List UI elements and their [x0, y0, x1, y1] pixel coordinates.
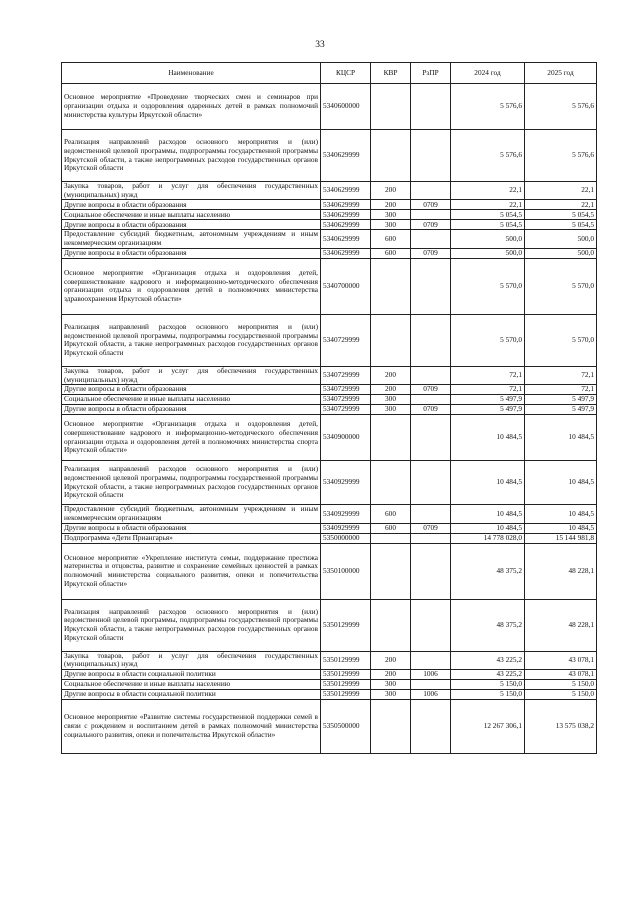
row-rzpr: 0709	[411, 220, 451, 230]
row-kvr	[371, 130, 411, 182]
row-rzpr	[411, 533, 451, 543]
row-rzpr	[411, 651, 451, 669]
row-name: Социальное обеспечение и иные выплаты населению	[62, 210, 321, 220]
row-kcsr: 5340629999	[321, 130, 371, 182]
row-value-2024: 10 484,5	[451, 505, 525, 523]
row-kcsr: 5350129999	[321, 599, 371, 651]
row-value-2024: 500,0	[451, 248, 525, 258]
page-number: 33	[315, 40, 325, 50]
row-name: Подпрограмма «Дети Приангарья»	[62, 533, 321, 543]
row-rzpr	[411, 395, 451, 405]
table-row	[62, 200, 597, 210]
row-value-2025: 5 570,0	[525, 258, 597, 314]
row-value-2025: 500,0	[525, 230, 597, 248]
row-name: Социальное обеспечение и иные выплаты населению	[62, 395, 321, 405]
row-kcsr: 5350129999	[321, 690, 371, 700]
row-kcsr: 5340729999	[321, 395, 371, 405]
row-rzpr: 1006	[411, 690, 451, 700]
row-value-2024: 5 576,6	[451, 130, 525, 182]
row-kvr	[371, 415, 411, 461]
row-rzpr	[411, 543, 451, 599]
table-row	[62, 314, 597, 366]
row-kvr: 300	[371, 405, 411, 415]
table-row	[62, 210, 597, 220]
row-kvr: 300	[371, 220, 411, 230]
table-row	[62, 395, 597, 405]
row-value-2024: 43 225,2	[451, 651, 525, 669]
row-name: Другие вопросы в области образования	[62, 200, 321, 210]
row-value-2025: 5 576,6	[525, 130, 597, 182]
row-name: Закупка товаров, работ и услуг для обеспечения государственных (муниципальных) нужд	[62, 366, 321, 384]
row-name: Закупка товаров, работ и услуг для обеспечения государственных (муниципальных) нужд	[62, 182, 321, 200]
row-value-2025: 13 575 038,2	[525, 700, 597, 754]
row-kvr: 200	[371, 651, 411, 669]
row-name: Другие вопросы в области образования	[62, 385, 321, 395]
row-name: Основное мероприятие «Развитие системы государственной поддержки семей в связи с рождением и воспитанием детей в рамках полномочий министерства социального развития, опеки и попечительства Иркутской области»	[62, 700, 321, 754]
row-kcsr: 5350129999	[321, 670, 371, 680]
table-row	[62, 523, 597, 533]
header-name: Наименование	[62, 63, 321, 84]
row-name: Реализация направлений расходов основного мероприятия и (или) ведомственной целевой программы, подпрограммы государственной программы Иркутской области, а также непрограммных расходов государственных органов Иркутской области	[62, 461, 321, 505]
row-value-2024: 12 267 306,1	[451, 700, 525, 754]
row-value-2024: 10 484,5	[451, 523, 525, 533]
header-2025: 2025 год	[525, 63, 597, 84]
row-value-2024: 72,1	[451, 366, 525, 384]
row-name: Другие вопросы в области образования	[62, 523, 321, 533]
table-row	[62, 670, 597, 680]
row-name: Другие вопросы в области социальной политики	[62, 670, 321, 680]
row-rzpr: 0709	[411, 405, 451, 415]
row-value-2024: 22,1	[451, 182, 525, 200]
row-rzpr	[411, 700, 451, 754]
row-kvr	[371, 461, 411, 505]
row-value-2025: 5 570,0	[525, 314, 597, 366]
row-value-2024: 48 375,2	[451, 599, 525, 651]
row-rzpr	[411, 461, 451, 505]
row-kvr: 600	[371, 248, 411, 258]
row-rzpr	[411, 130, 451, 182]
row-value-2025: 5 150,0	[525, 680, 597, 690]
row-name: Основное мероприятие «Проведение творческих смен и семинаров при организации отдыха и оздоровления одаренных детей в рамках полномочий министерства культуры Иркутской области»	[62, 84, 321, 130]
row-value-2025: 10 484,5	[525, 415, 597, 461]
row-kcsr: 5340629999	[321, 220, 371, 230]
row-value-2024: 48 375,2	[451, 543, 525, 599]
table-row	[62, 405, 597, 415]
row-name: Реализация направлений расходов основного мероприятия и (или) ведомственной целевой программы, подпрограммы государственной программы Иркутской области, а также непрограммных расходов государственных органов Иркутской области	[62, 130, 321, 182]
row-value-2024: 500,0	[451, 230, 525, 248]
row-value-2025: 5 054,5	[525, 210, 597, 220]
row-name: Закупка товаров, работ и услуг для обеспечения государственных (муниципальных) нужд	[62, 651, 321, 669]
row-kvr	[371, 533, 411, 543]
row-rzpr: 1006	[411, 670, 451, 680]
row-rzpr	[411, 314, 451, 366]
row-name: Реализация направлений расходов основного мероприятия и (или) ведомственной целевой программы, подпрограммы государственной программы Иркутской области, а также непрограммных расходов государственных органов Иркутской области	[62, 599, 321, 651]
row-kvr: 200	[371, 182, 411, 200]
header-2024: 2024 год	[451, 63, 525, 84]
table-row	[62, 505, 597, 523]
header-kvr: КВР	[371, 63, 411, 84]
row-kcsr: 5340729999	[321, 385, 371, 395]
row-value-2025: 48 228,1	[525, 599, 597, 651]
row-value-2025: 10 484,5	[525, 523, 597, 533]
row-value-2025: 72,1	[525, 385, 597, 395]
row-kcsr: 5340629999	[321, 200, 371, 210]
table-row	[62, 700, 597, 754]
row-value-2025: 5 054,5	[525, 220, 597, 230]
table-row	[62, 533, 597, 543]
row-name: Основное мероприятие «Организация отдыха и оздоровления детей, совершенствование кадрового и информационно-методического обеспечения организации отдыха и оздоровления детей в полномочиях министерства здравоохранения Иркутской области»	[62, 258, 321, 314]
row-kvr	[371, 543, 411, 599]
row-kvr: 600	[371, 230, 411, 248]
row-value-2025: 22,1	[525, 200, 597, 210]
row-kvr: 200	[371, 200, 411, 210]
row-rzpr: 0709	[411, 200, 451, 210]
row-kvr: 300	[371, 680, 411, 690]
row-kvr: 600	[371, 505, 411, 523]
row-kcsr: 5340929999	[321, 505, 371, 523]
row-rzpr	[411, 366, 451, 384]
row-value-2025: 5 497,9	[525, 405, 597, 415]
row-rzpr: 0709	[411, 385, 451, 395]
row-kvr	[371, 84, 411, 130]
row-value-2025: 500,0	[525, 248, 597, 258]
table-row	[62, 84, 597, 130]
table-row	[62, 385, 597, 395]
row-kvr: 300	[371, 395, 411, 405]
row-rzpr	[411, 84, 451, 130]
row-value-2025: 5 497,9	[525, 395, 597, 405]
table-row	[62, 690, 597, 700]
row-kcsr: 5340729999	[321, 314, 371, 366]
table-row	[62, 230, 597, 248]
row-value-2024: 22,1	[451, 200, 525, 210]
row-kcsr: 5340900000	[321, 415, 371, 461]
row-value-2024: 5 570,0	[451, 258, 525, 314]
row-value-2024: 14 778 028,0	[451, 533, 525, 543]
row-value-2025: 43 078,1	[525, 651, 597, 669]
row-value-2024: 5 576,6	[451, 84, 525, 130]
row-name: Основное мероприятие «Организация отдыха и оздоровления детей, совершенствование кадрового и информационно-методического обеспечения организации отдыха и оздоровления детей в полномочиях министерства спорта Иркутской области»	[62, 415, 321, 461]
row-rzpr	[411, 230, 451, 248]
row-kcsr: 5340929999	[321, 461, 371, 505]
row-value-2024: 5 150,0	[451, 680, 525, 690]
row-value-2025: 10 484,5	[525, 505, 597, 523]
row-kvr	[371, 700, 411, 754]
table-row	[62, 599, 597, 651]
row-name: Социальное обеспечение и иные выплаты населению	[62, 680, 321, 690]
row-kvr	[371, 314, 411, 366]
table-row	[62, 461, 597, 505]
row-kcsr: 5350129999	[321, 651, 371, 669]
row-value-2024: 10 484,5	[451, 461, 525, 505]
row-kcsr: 5340729999	[321, 366, 371, 384]
budget-table	[61, 62, 597, 754]
table-body	[62, 84, 597, 754]
row-name: Другие вопросы в области социальной политики	[62, 690, 321, 700]
row-value-2024: 5 054,5	[451, 210, 525, 220]
row-rzpr: 0709	[411, 523, 451, 533]
row-value-2024: 72,1	[451, 385, 525, 395]
row-name: Предоставление субсидий бюджетным, автономным учреждениям и иным некоммерческим организациям	[62, 230, 321, 248]
table-row	[62, 680, 597, 690]
row-value-2024: 5 570,0	[451, 314, 525, 366]
row-kcsr: 5350000000	[321, 533, 371, 543]
row-value-2024: 43 225,2	[451, 670, 525, 680]
row-rzpr	[411, 505, 451, 523]
row-value-2025: 5 150,0	[525, 690, 597, 700]
row-kcsr: 5350129999	[321, 680, 371, 690]
row-value-2025: 10 484,5	[525, 461, 597, 505]
row-kcsr: 5350500000	[321, 700, 371, 754]
row-kcsr: 5340629999	[321, 182, 371, 200]
row-value-2025: 48 228,1	[525, 543, 597, 599]
row-name: Основное мероприятие «Укрепление института семьи, поддержание престижа материнства и отцовства, развитие и сохранение семейных ценностей в рамках полномочий министерства социального развития, опеки и попечительства Иркутской области»	[62, 543, 321, 599]
row-rzpr	[411, 210, 451, 220]
row-kcsr: 5340629999	[321, 230, 371, 248]
row-value-2025: 43 078,1	[525, 670, 597, 680]
row-name: Другие вопросы в области образования	[62, 220, 321, 230]
row-value-2024: 5 497,9	[451, 395, 525, 405]
row-kcsr: 5340629999	[321, 248, 371, 258]
table-row	[62, 651, 597, 669]
row-name: Другие вопросы в области образования	[62, 248, 321, 258]
header-kcsr: КЦСР	[321, 63, 371, 84]
table-row	[62, 130, 597, 182]
row-rzpr	[411, 415, 451, 461]
row-kcsr: 5340729999	[321, 405, 371, 415]
table-row	[62, 366, 597, 384]
row-value-2024: 5 150,0	[451, 690, 525, 700]
row-kvr	[371, 599, 411, 651]
row-rzpr	[411, 258, 451, 314]
row-value-2025: 22,1	[525, 182, 597, 200]
row-rzpr	[411, 680, 451, 690]
table-row	[62, 258, 597, 314]
row-kvr: 200	[371, 366, 411, 384]
row-kcsr: 5340629999	[321, 210, 371, 220]
table-row	[62, 220, 597, 230]
row-name: Другие вопросы в области образования	[62, 405, 321, 415]
row-kvr: 300	[371, 210, 411, 220]
row-value-2024: 5 497,9	[451, 405, 525, 415]
table-row	[62, 248, 597, 258]
row-value-2025: 5 576,6	[525, 84, 597, 130]
row-value-2024: 10 484,5	[451, 415, 525, 461]
row-kvr: 200	[371, 670, 411, 680]
row-value-2024: 5 054,5	[451, 220, 525, 230]
table-row	[62, 182, 597, 200]
row-kcsr: 5340929999	[321, 523, 371, 533]
row-kcsr: 5340700000	[321, 258, 371, 314]
row-value-2025: 15 144 981,8	[525, 533, 597, 543]
row-value-2025: 72,1	[525, 366, 597, 384]
row-kcsr: 5350100000	[321, 543, 371, 599]
row-kvr	[371, 258, 411, 314]
table-header-row	[62, 63, 597, 84]
table-row	[62, 543, 597, 599]
table-row	[62, 415, 597, 461]
row-name: Предоставление субсидий бюджетным, автономным учреждениям и иным некоммерческим организациям	[62, 505, 321, 523]
header-rzpr: РзПР	[411, 63, 451, 84]
row-kvr: 200	[371, 385, 411, 395]
row-kvr: 600	[371, 523, 411, 533]
row-kvr: 300	[371, 690, 411, 700]
row-rzpr: 0709	[411, 248, 451, 258]
row-kcsr: 5340600000	[321, 84, 371, 130]
row-name: Реализация направлений расходов основного мероприятия и (или) ведомственной целевой программы, подпрограммы государственной программы Иркутской области, а также непрограммных расходов государственных органов Иркутской области	[62, 314, 321, 366]
row-rzpr	[411, 599, 451, 651]
row-rzpr	[411, 182, 451, 200]
